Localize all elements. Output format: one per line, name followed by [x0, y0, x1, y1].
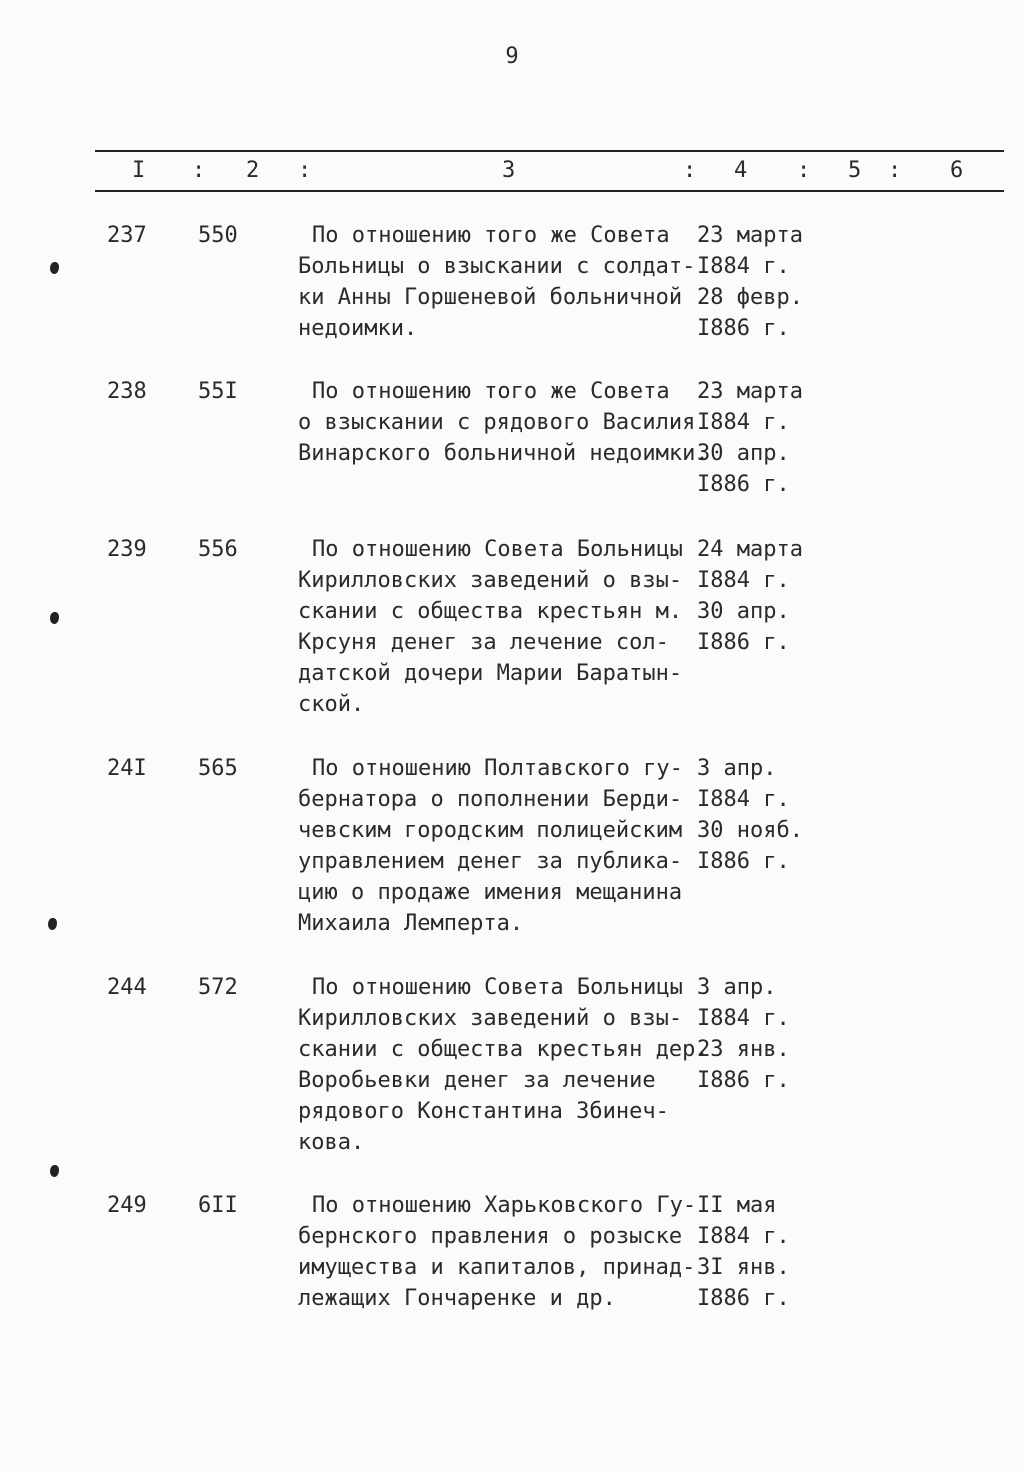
description-line: ки Анны Горшеневой больничной: [298, 285, 683, 310]
date-line: 23 марта: [697, 379, 803, 404]
description-line: ской.: [298, 692, 365, 717]
item-description: [298, 1190, 698, 1314]
description-line: о взыскании с рядового Василия: [298, 410, 696, 435]
header-col-6: 6: [950, 158, 964, 183]
description-line: По отношению того же Совета: [312, 223, 670, 248]
header-col-4: 4: [734, 158, 748, 183]
description-line: Больницы о взыскании с солдат-: [298, 254, 696, 279]
file-number: 550: [198, 223, 238, 248]
description-line: скании с общества крестьян м.: [298, 599, 683, 624]
scan-mark: [50, 1165, 59, 1177]
file-number: 572: [198, 975, 238, 1000]
description-line: По отношению Совета Больницы: [312, 537, 683, 562]
file-number: 6II: [198, 1193, 238, 1218]
header-col-1: I: [132, 158, 146, 183]
item-description: [298, 753, 698, 939]
file-number: 565: [198, 756, 238, 781]
item-description: [298, 376, 709, 469]
date-line: I884 г.: [697, 254, 790, 279]
description-line: Кирилловских заведений о взы-: [298, 568, 683, 593]
description-line: По отношению того же Совета: [312, 379, 670, 404]
description-line: По отношению Полтавского гу-: [312, 756, 683, 781]
date-line: I886 г.: [697, 472, 790, 497]
date-line: 23 марта: [697, 223, 803, 248]
header-sep-2: :: [298, 158, 312, 183]
description-line: датской дочери Марии Баратын-: [298, 661, 683, 686]
date-line: I886 г.: [697, 1286, 790, 1311]
date-line: I886 г.: [697, 1068, 790, 1093]
header-sep-3: :: [683, 158, 697, 183]
date-line: I886 г.: [697, 630, 790, 655]
header-col-5: 5: [848, 158, 862, 183]
item-number: 24I: [107, 756, 147, 781]
date-line: 28 февр.: [697, 285, 803, 310]
description-line: Винарского больничной недоимки.: [298, 441, 709, 466]
date-line: I884 г.: [697, 410, 790, 435]
date-line: 23 янв.: [697, 1037, 790, 1062]
item-number: 244: [107, 975, 147, 1000]
description-line: управлением денег за публика-: [298, 849, 683, 874]
item-description: [298, 220, 698, 344]
description-line: бернского правления о розыске: [298, 1224, 683, 1249]
description-line: По отношению Харьковского Гу-: [312, 1193, 697, 1218]
header-sep-5: :: [888, 158, 902, 183]
scan-mark: [50, 262, 59, 274]
date-line: I886 г.: [697, 316, 790, 341]
description-line: скании с общества крестьян дер.: [298, 1037, 709, 1062]
item-dates: [697, 1190, 827, 1314]
table-top-rule: [95, 150, 1004, 152]
description-line: Крсуня денег за лечение сол-: [298, 630, 669, 655]
description-line: цию о продаже имения мещанина: [298, 880, 683, 905]
scan-mark: [48, 918, 57, 930]
header-col-2: 2: [246, 158, 260, 183]
description-line: Воробьевки денег за лечение: [298, 1068, 656, 1093]
item-number: 238: [107, 379, 147, 404]
date-line: 3I янв.: [697, 1255, 790, 1280]
item-number: 249: [107, 1193, 147, 1218]
date-line: 24 марта: [697, 537, 803, 562]
page-number: 9: [505, 44, 519, 69]
item-description: [298, 972, 709, 1158]
item-description: [298, 534, 698, 720]
header-col-3: 3: [502, 158, 516, 183]
table-header: [0, 158, 1024, 186]
file-number: 556: [198, 537, 238, 562]
date-line: 30 нояб.: [697, 818, 803, 843]
date-line: I884 г.: [697, 568, 790, 593]
item-dates: [697, 972, 827, 1096]
date-line: 3 апр.: [697, 756, 777, 781]
description-line: недоимки.: [298, 316, 418, 341]
date-line: I886 г.: [697, 849, 790, 874]
item-dates: [697, 376, 827, 500]
item-dates: [697, 534, 827, 658]
scan-mark: [50, 612, 59, 624]
item-dates: [697, 220, 827, 344]
description-line: бернатора о пополнении Берди-: [298, 787, 683, 812]
table-header-rule: [95, 190, 1004, 192]
description-line: лежащих Гончаренке и др.: [298, 1286, 616, 1311]
date-line: 30 апр.: [697, 441, 790, 466]
date-line: 30 апр.: [697, 599, 790, 624]
item-number: 239: [107, 537, 147, 562]
description-line: Михаила Лемперта.: [298, 911, 524, 936]
description-line: чевским городским полицейским: [298, 818, 683, 843]
file-number: 55I: [198, 379, 238, 404]
description-line: кова.: [298, 1130, 365, 1155]
header-sep-1: :: [192, 158, 206, 183]
description-line: Кирилловских заведений о взы-: [298, 1006, 683, 1031]
item-number: 237: [107, 223, 147, 248]
item-dates: [697, 753, 827, 877]
date-line: I884 г.: [697, 1224, 790, 1249]
date-line: II мая: [697, 1193, 777, 1218]
description-line: рядового Константина Збинеч-: [298, 1099, 669, 1124]
header-sep-4: :: [797, 158, 811, 183]
description-line: По отношению Совета Больницы: [312, 975, 683, 1000]
date-line: I884 г.: [697, 787, 790, 812]
date-line: 3 апр.: [697, 975, 777, 1000]
date-line: I884 г.: [697, 1006, 790, 1031]
description-line: имущества и капиталов, принад-: [298, 1255, 696, 1280]
